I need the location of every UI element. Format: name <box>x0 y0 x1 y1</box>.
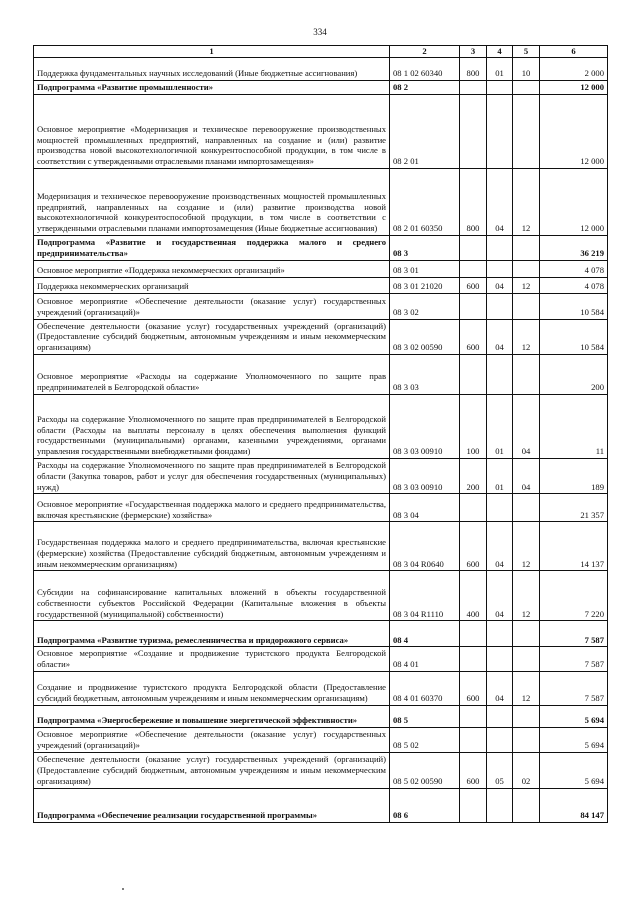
row-name: Поддержка фундаментальных научных исследований (Иные бюджетные ассигнования) <box>34 58 390 81</box>
row-expense-type: 800 <box>460 58 487 81</box>
row-subsection: 12 <box>513 671 540 705</box>
row-expense-type: 600 <box>460 752 487 788</box>
row-subsection <box>513 494 540 522</box>
row-expense-type <box>460 647 487 672</box>
row-expense-type <box>460 494 487 522</box>
row-subsection <box>513 788 540 822</box>
row-name: Модернизация и техническое перевооружение производственных мощностей промышленных предприятий, направленных на создание и (или) развитие производства новой высокотехнологичной конкурентоспособной продукции, в том числе в соответствии с утвержденными отраслевыми планами импортозамещения (Иные бюджетные ассигнования) <box>34 169 390 236</box>
row-name: Подпрограмма «Обеспечение реализации государственной программы» <box>34 788 390 822</box>
row-name: Расходы на содержание Уполномоченного по защите прав предпринимателей в Белгородской области (Расходы на выплаты персоналу в целях обеспечения выполнения функций государственными (муниципальными) органами, казенными учреждениями, органами управления государственными внебюджетными фондами) <box>34 394 390 458</box>
row-name: Государственная поддержка малого и среднего предпринимательства, включая крестьянские (фермерские) хозяйства (Предоставление субсидий бюджетным, автономным учреждениям и иным некоммерческим организациям) <box>34 522 390 571</box>
row-amount: 4 078 <box>540 277 608 293</box>
row-code: 08 5 02 <box>390 727 460 752</box>
row-code: 08 1 02 60340 <box>390 58 460 81</box>
row-section: 01 <box>487 58 513 81</box>
subprogram-row <box>34 81 608 95</box>
table-row <box>34 752 608 788</box>
row-code: 08 3 02 00590 <box>390 319 460 354</box>
row-code: 08 2 01 <box>390 95 460 169</box>
row-code: 08 3 04 R1110 <box>390 571 460 621</box>
row-amount: 12 000 <box>540 169 608 236</box>
row-section <box>487 260 513 277</box>
row-expense-type: 100 <box>460 394 487 458</box>
row-amount: 2 000 <box>540 58 608 81</box>
row-subsection <box>513 81 540 95</box>
row-name: Подпрограмма «Энергосбережение и повышение энергетической эффективности» <box>34 705 390 727</box>
row-name: Основное мероприятие «Модернизация и техническое перевооружение производственных мощностей промышленных предприятий, направленных на создание и (или) развитие производства новой высокотехнологичной конкурентоспособной продукции, в том числе в соответствии с утвержденными отраслевыми планами импортозамещения» <box>34 95 390 169</box>
row-expense-type <box>460 95 487 169</box>
row-code: 08 5 <box>390 705 460 727</box>
table-row <box>34 727 608 752</box>
subprogram-row <box>34 621 608 647</box>
row-code: 08 3 03 00910 <box>390 458 460 493</box>
row-subsection <box>513 293 540 319</box>
row-expense-type <box>460 81 487 95</box>
row-name: Расходы на содержание Уполномоченного по защите прав предпринимателей в Белгородской области (Закупка товаров, работ и услуг для обеспечения государственных (муниципальных) нужд) <box>34 458 390 493</box>
row-amount: 4 078 <box>540 260 608 277</box>
row-expense-type: 600 <box>460 277 487 293</box>
table-row <box>34 671 608 705</box>
row-name: Подпрограмма «Развитие туризма, ремесленничества и придорожного сервиса» <box>34 621 390 647</box>
header-cell: 4 <box>487 46 513 58</box>
row-name: Субсидии на софинансирование капитальных вложений в объекты государственной собственности субъектов Российской Федерации (Капитальные вложения в объекты государственной (муниципальной) собственности) <box>34 571 390 621</box>
row-code: 08 4 <box>390 621 460 647</box>
row-name: Основное мероприятие «Создание и продвижение туристского продукта Белгородской области» <box>34 647 390 672</box>
row-section: 01 <box>487 394 513 458</box>
header-cell: 3 <box>460 46 487 58</box>
row-code: 08 6 <box>390 788 460 822</box>
row-subsection: 10 <box>513 58 540 81</box>
row-subsection <box>513 236 540 261</box>
table-row <box>34 494 608 522</box>
row-section <box>487 354 513 394</box>
row-code: 08 3 01 21020 <box>390 277 460 293</box>
row-subsection: 02 <box>513 752 540 788</box>
row-name: Основное мероприятие «Расходы на содержание Уполномоченного по защите прав предпринимателей в Белгородской области» <box>34 354 390 394</box>
row-expense-type <box>460 727 487 752</box>
table-row <box>34 394 608 458</box>
row-expense-type <box>460 788 487 822</box>
row-expense-type: 200 <box>460 458 487 493</box>
row-code: 08 2 <box>390 81 460 95</box>
row-subsection: 12 <box>513 522 540 571</box>
row-name: Основное мероприятие «Государственная поддержка малого и среднего предпринимательства, включая крестьянские (фермерские) хозяйства» <box>34 494 390 522</box>
table-row <box>34 319 608 354</box>
table-row <box>34 647 608 672</box>
row-section: 04 <box>487 571 513 621</box>
row-subsection <box>513 647 540 672</box>
row-expense-type <box>460 260 487 277</box>
row-expense-type: 600 <box>460 522 487 571</box>
row-expense-type <box>460 621 487 647</box>
row-section: 04 <box>487 277 513 293</box>
table-row <box>34 95 608 169</box>
row-section <box>487 236 513 261</box>
row-name: Обеспечение деятельности (оказание услуг) государственных учреждений (организаций) (Предоставление субсидий бюджетным, автономным учреждениям и иным некоммерческим организациям) <box>34 752 390 788</box>
row-name: Поддержка некоммерческих организаций <box>34 277 390 293</box>
table-row <box>34 277 608 293</box>
row-section: 04 <box>487 169 513 236</box>
row-expense-type: 600 <box>460 671 487 705</box>
row-expense-type <box>460 354 487 394</box>
row-section <box>487 788 513 822</box>
table-row <box>34 169 608 236</box>
row-expense-type: 400 <box>460 571 487 621</box>
row-name: Подпрограмма «Развитие и государственная поддержка малого и среднего предпринимательства» <box>34 236 390 261</box>
row-amount: 11 <box>540 394 608 458</box>
row-subsection <box>513 705 540 727</box>
row-subsection <box>513 354 540 394</box>
row-subsection: 12 <box>513 319 540 354</box>
table-row <box>34 293 608 319</box>
table-row <box>34 458 608 493</box>
subprogram-row <box>34 705 608 727</box>
row-section: 01 <box>487 458 513 493</box>
row-amount: 14 137 <box>540 522 608 571</box>
row-amount: 200 <box>540 354 608 394</box>
row-amount: 36 219 <box>540 236 608 261</box>
row-section <box>487 705 513 727</box>
row-amount: 5 694 <box>540 752 608 788</box>
row-name: Обеспечение деятельности (оказание услуг) государственных учреждений (организаций) (Предоставление субсидий бюджетным, автономным учреждениям и иным некоммерческим организациям) <box>34 319 390 354</box>
row-code: 08 2 01 60350 <box>390 169 460 236</box>
row-code: 08 3 03 00910 <box>390 394 460 458</box>
row-code: 08 3 01 <box>390 260 460 277</box>
header-cell: 6 <box>540 46 608 58</box>
header-cell: 5 <box>513 46 540 58</box>
row-subsection: 12 <box>513 571 540 621</box>
table-row <box>34 354 608 394</box>
row-expense-type <box>460 236 487 261</box>
header-cell: 1 <box>34 46 390 58</box>
row-subsection: 04 <box>513 394 540 458</box>
row-amount: 10 584 <box>540 319 608 354</box>
row-amount: 10 584 <box>540 293 608 319</box>
row-amount: 7 587 <box>540 647 608 672</box>
row-section: 04 <box>487 319 513 354</box>
table-row <box>34 260 608 277</box>
row-section <box>487 95 513 169</box>
row-section: 05 <box>487 752 513 788</box>
row-section <box>487 494 513 522</box>
row-section <box>487 293 513 319</box>
row-code: 08 3 <box>390 236 460 261</box>
table-row <box>34 58 608 81</box>
row-name: Подпрограмма «Развитие промышленности» <box>34 81 390 95</box>
row-expense-type: 600 <box>460 319 487 354</box>
subprogram-row <box>34 788 608 822</box>
row-code: 08 4 01 60370 <box>390 671 460 705</box>
row-subsection <box>513 727 540 752</box>
row-amount: 21 357 <box>540 494 608 522</box>
header-row <box>34 46 608 58</box>
row-name: Основное мероприятие «Обеспечение деятельности (оказание услуг) государственных учреждений (организаций)» <box>34 293 390 319</box>
row-code: 08 3 04 R0640 <box>390 522 460 571</box>
row-amount: 84 147 <box>540 788 608 822</box>
row-section <box>487 81 513 95</box>
row-amount: 12 000 <box>540 81 608 95</box>
row-subsection <box>513 260 540 277</box>
row-subsection: 12 <box>513 169 540 236</box>
table-row <box>34 522 608 571</box>
row-amount: 5 694 <box>540 705 608 727</box>
row-name: Создание и продвижение туристского продукта Белгородской области (Предоставление субсидий бюджетным, автономным учреждениям и иным некоммерческим организациям) <box>34 671 390 705</box>
row-expense-type <box>460 293 487 319</box>
row-amount: 7 220 <box>540 571 608 621</box>
header-cell: 2 <box>390 46 460 58</box>
row-code: 08 3 03 <box>390 354 460 394</box>
row-section <box>487 727 513 752</box>
row-section: 04 <box>487 522 513 571</box>
row-amount: 7 587 <box>540 671 608 705</box>
scan-speck <box>122 888 124 890</box>
row-amount: 7 587 <box>540 621 608 647</box>
row-name: Основное мероприятие «Обеспечение деятельности (оказание услуг) государственных учреждений (организаций)» <box>34 727 390 752</box>
row-amount: 189 <box>540 458 608 493</box>
row-code: 08 3 04 <box>390 494 460 522</box>
table-row <box>34 571 608 621</box>
row-expense-type <box>460 705 487 727</box>
row-section <box>487 647 513 672</box>
row-subsection: 12 <box>513 277 540 293</box>
row-expense-type: 800 <box>460 169 487 236</box>
row-amount: 12 000 <box>540 95 608 169</box>
row-section <box>487 621 513 647</box>
row-subsection: 04 <box>513 458 540 493</box>
row-subsection <box>513 621 540 647</box>
row-subsection <box>513 95 540 169</box>
subprogram-row <box>34 236 608 261</box>
row-code: 08 3 02 <box>390 293 460 319</box>
row-section: 04 <box>487 671 513 705</box>
row-name: Основное мероприятие «Поддержка некоммерческих организаций» <box>34 260 390 277</box>
page-number: 334 <box>313 27 327 37</box>
row-code: 08 5 02 00590 <box>390 752 460 788</box>
row-amount: 5 694 <box>540 727 608 752</box>
budget-table <box>33 45 608 823</box>
row-code: 08 4 01 <box>390 647 460 672</box>
